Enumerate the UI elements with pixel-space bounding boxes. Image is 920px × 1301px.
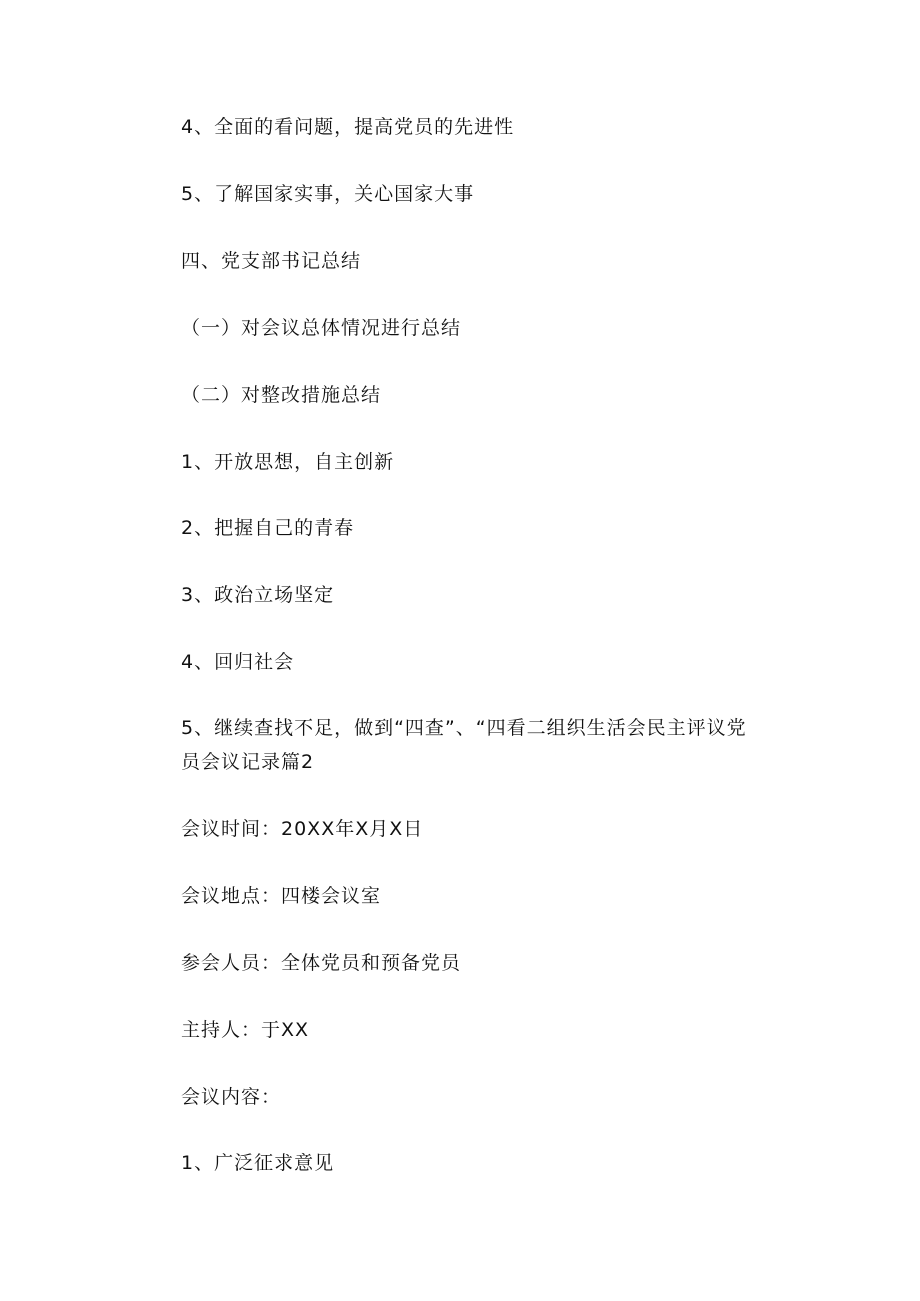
section-heading-4: 四、党支部书记总结	[181, 250, 362, 272]
meeting-attendees: 参会人员：全体党员和预备党员	[181, 952, 462, 974]
meeting-host: 主持人：于XX	[181, 1019, 310, 1041]
list-item-1-open-mind: 1、开放思想，自主创新	[181, 451, 395, 473]
list-item-5-national-affairs: 5、了解国家实事，关心国家大事	[181, 183, 475, 205]
subsection-heading-1: （一）对会议总体情况进行总结	[181, 317, 462, 339]
meeting-time: 会议时间：20XX年X月X日	[181, 818, 424, 840]
list-item-2-youth: 2、把握自己的青春	[181, 517, 355, 539]
meeting-location: 会议地点：四楼会议室	[181, 885, 382, 907]
meeting-content-label: 会议内容：	[181, 1086, 282, 1108]
list-item-4-return-society: 4、回归社会	[181, 651, 295, 673]
list-item-3-political-stance: 3、政治立场坚定	[181, 584, 335, 606]
list-item-5-continue: 5、继续查找不足，做到“四查”、“四看二组织生活会民主评议党	[181, 717, 747, 739]
subsection-heading-2: （二）对整改措施总结	[181, 384, 382, 406]
content-item-1: 1、广泛征求意见	[181, 1152, 335, 1174]
list-item-4-comprehensive: 4、全面的看问题，提高党员的先进性	[181, 116, 515, 138]
record-title-continued: 员会议记录篇2	[181, 751, 315, 773]
